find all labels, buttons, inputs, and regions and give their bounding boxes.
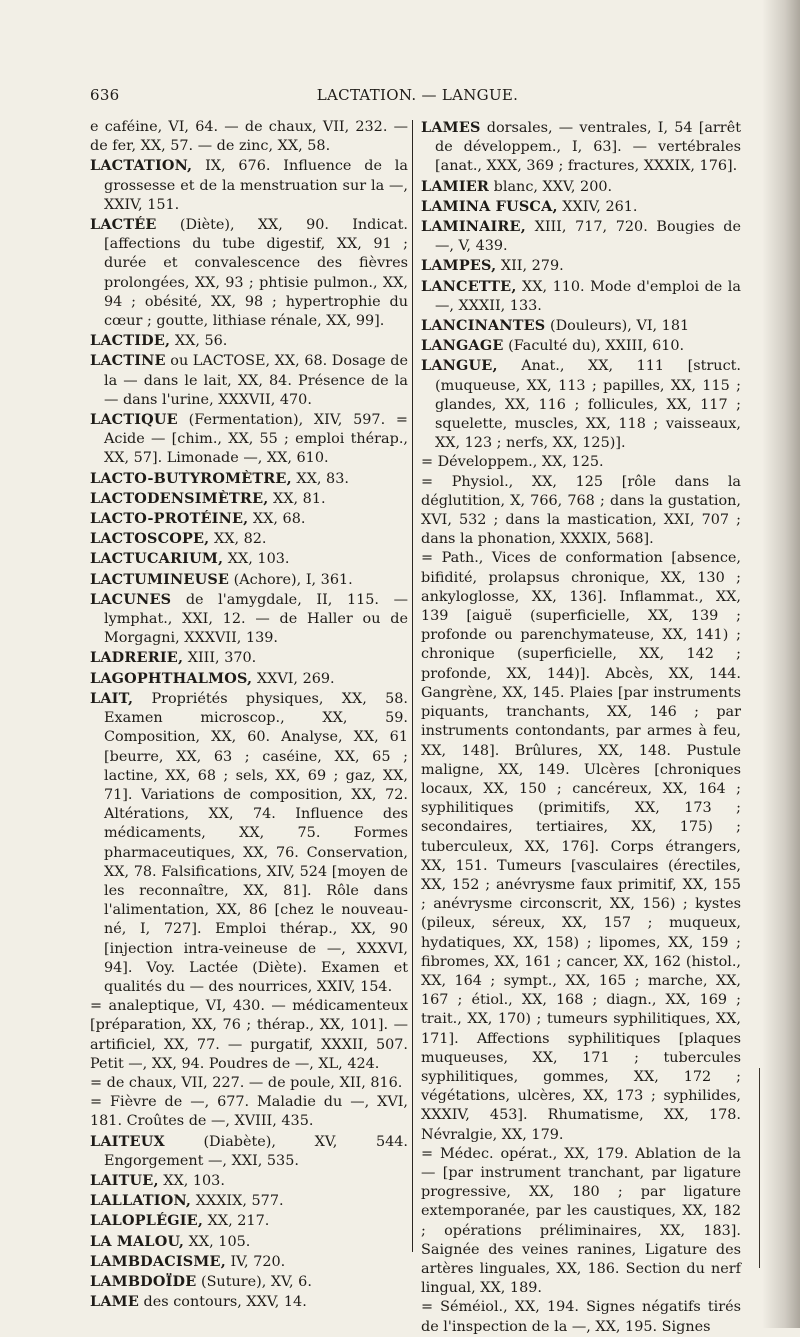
index-entry bbox=[90, 590, 408, 649]
entry-text: XII, 279. bbox=[496, 258, 564, 275]
margin-pencil-mark bbox=[759, 1068, 760, 1268]
entry-text: XX, 81. bbox=[268, 490, 326, 507]
entry-headword: LAGOPHTHALMOS, bbox=[90, 669, 253, 687]
index-entry bbox=[421, 356, 741, 453]
running-title: LACTATION. — LANGUE. bbox=[316, 86, 519, 104]
entry-headword: LACTO-BUTYROMÈTRE, bbox=[90, 469, 292, 487]
page-header bbox=[90, 86, 745, 112]
index-entry bbox=[90, 118, 408, 156]
entry-text: = Développem., XX, 125. bbox=[421, 454, 604, 471]
entry-text: = Physiol., XX, 125 [rôle dans la déglutition, X, 766, 768 ; dans la gustation, XVI, 532 ; dans la mastication, XXI, 707 ; dans la phonation, XXXIX, 568]. bbox=[421, 473, 741, 548]
index-entry bbox=[421, 549, 741, 1144]
entry-text: (Diète), XX, 90. Indicat. [affections du tube digestif, XX, 91 ; durée et convalescence des fièvres prolongées, XX, 93 ; phtisie pulmon., XX, 94 ; obésité, XX, 98 ; hypertrophie du cœur ; goutte, lithiase rénale, XX, 99]. bbox=[104, 217, 408, 330]
index-entry bbox=[90, 1232, 408, 1252]
index-entry bbox=[90, 1074, 408, 1093]
entry-headword: LAITUE, bbox=[90, 1171, 159, 1189]
entry-headword: LACTIDE, bbox=[90, 332, 171, 350]
entry-headword: LA MALOU, bbox=[90, 1232, 185, 1250]
index-entry bbox=[90, 549, 408, 569]
entry-text: = Fièvre de —, 677. Maladie du —, XVI, 181. Croûtes de —, XVIII, 435. bbox=[90, 1094, 408, 1130]
entry-headword: LACTOSCOPE, bbox=[90, 530, 210, 548]
index-entry bbox=[421, 197, 741, 217]
index-entry bbox=[421, 336, 741, 356]
entry-text: XXVI, 269. bbox=[252, 670, 335, 687]
entry-headword: LAMES bbox=[421, 119, 481, 136]
entry-headword: LACTUMINEUSE bbox=[90, 570, 230, 588]
index-entry bbox=[90, 469, 408, 489]
index-entry bbox=[90, 489, 408, 509]
index-entry bbox=[90, 410, 408, 469]
index-entry bbox=[421, 277, 741, 316]
entry-text: e caféine, VI, 64. — de chaux, VII, 232. — de fer, XX, 57. — de zinc, XX, 58. bbox=[90, 119, 408, 155]
index-entry bbox=[90, 351, 408, 410]
index-entry bbox=[90, 1132, 408, 1171]
entry-text: XX, 83. bbox=[291, 470, 349, 487]
entry-headword: LANGAGE bbox=[421, 337, 504, 355]
entry-text: (Fermentation), XIV, 597. = Acide — [chim., XX, 55 ; emploi thérap., XX, 57]. Limonade —, XX, 610. bbox=[104, 412, 408, 467]
entry-text: = de chaux, VII, 227. — de poule, XII, 816. bbox=[90, 1074, 403, 1091]
entry-headword: LACTATION, bbox=[90, 157, 193, 175]
index-entry bbox=[90, 1093, 408, 1131]
entry-text: = Path., Vices de conformation [absence, bifidité, prolapsus chronique, XX, 130 ; ankyloglosse, XX, 136]. Inflammat., XX, 139 [aiguë (superficielle, XX, 139 ; profonde ou parenchymateuse, XX, 141) ; chronique (superficielle, XX, 142 ; profonde, XX, 144)]. Abcès, XX, 144. Gangrène, XX, 145. Plaies [par instruments piquants, tranchants, XX, 146 ; par instruments contondants, par armes à feu, XX, 148]. Brûlures, XX, 148. Pustule maligne, XX, 149. Ulcères [chroniques locaux, XX, 150 ; cancéreux, XX, 164 ; syphilitiques (primitifs, XX, 173 ; secondaires, tertiaires, XX, 175) ; tuberculeux, XX, 176]. Corps étrangers, XX, 151. Tumeurs [vasculaires (érectiles, XX, 152 ; anévrysme faux primitif, XX, 155 ; anévrysme circonscrit, XX, 156) ; kystes (pileux, séreux, XX, 157 ; muqueux, hydatiques, XX, 158) ; lipomes, XX, 159 ; fibromes, XX, 161 ; cancer, XX, 162 (histol., XX, 164 ; sympt., XX, 165 ; marche, XX, 167 ; étiol., XX, 168 ; diagn., XX, 169 ; trait., XX, 170) ; tumeurs syphilitiques, XX, 171]. Affections syphilitiques [plaques muqueuses, XX, 171 ; tubercules syphilitiques, gommes, XX, 172 ; végétations, ulcères, XX, 173 ; syphilides, XXXIV, 453]. Rhumatisme, XX, 178. Névralgie, XX, 179. bbox=[421, 550, 741, 1143]
index-entry bbox=[90, 689, 408, 997]
entry-headword: LAME bbox=[90, 1293, 139, 1311]
entry-text: XX, 103. bbox=[158, 1172, 225, 1189]
entry-text: XIII, 717, 720. Bougies de —, V, 439. bbox=[435, 219, 741, 255]
entry-headword: LAMBDOÏDE bbox=[90, 1272, 197, 1290]
entry-text: (Diabète), XV, 544. Engorgement —, XXI, 535. bbox=[104, 1133, 408, 1169]
entry-text: = Médec. opérat., XX, 179. Ablation de la — [par instrument tranchant, par ligature progressive, XX, 180 ; par ligature extemporanée, par les caustiques, XX, 182 ; opérations préliminaires, XX, 183]. Saignée des veines ranines, Ligature des artères linguales, XX, 186. Section du nerf lingual, XX, 189. bbox=[421, 1145, 741, 1297]
index-entry bbox=[90, 331, 408, 351]
entry-text: XXIV, 261. bbox=[557, 198, 638, 215]
entry-headword: LAMPES, bbox=[421, 257, 497, 275]
entry-headword: LAMINA FUSCA, bbox=[421, 197, 558, 215]
entry-text: = analeptique, VI, 430. — médicamenteux [préparation, XX, 76 ; thérap., XX, 101]. — artificiel, XX, 77. — purgatif, XXXII, 507. Petit —, XX, 94. Poudres de —, XL, 424. bbox=[90, 998, 408, 1072]
entry-text: de l'amygdale, II, 115. — lymphat., XXI, 12. — de Haller ou de Morgagni, XXXVII, 139. bbox=[104, 591, 408, 647]
index-entry bbox=[90, 1272, 408, 1292]
left-column bbox=[90, 118, 408, 1312]
entry-headword: LAMIER bbox=[421, 177, 490, 195]
entry-text: XX, 217. bbox=[203, 1213, 270, 1230]
entry-headword: LACTODENSIMÈTRE, bbox=[90, 489, 269, 507]
entry-headword: LANCINANTES bbox=[421, 317, 546, 335]
entry-text: (Suture), XV, 6. bbox=[196, 1273, 312, 1290]
entry-headword: LACTUCARIUM, bbox=[90, 550, 224, 568]
entry-text: (Douleurs), VI, 181 bbox=[545, 318, 690, 335]
entry-text: XX, 110. Mode d'emploi de la —, XXXII, 133. bbox=[435, 278, 741, 314]
entry-headword: LAIT, bbox=[90, 689, 134, 707]
entry-headword: LACTINE bbox=[90, 352, 166, 370]
entry-text: XX, 68. bbox=[248, 511, 306, 528]
index-entry bbox=[90, 156, 408, 215]
index-entry bbox=[421, 177, 741, 197]
entry-text: Propriétés physiques, XX, 58. Examen microscop., XX, 59. Composition, XX, 60. Analyse, XX, 61 [beurre, XX, 63 ; caséine, XX, 65 ; lactine, XX, 68 ; sels, XX, 69 ; gaz, XX, 71]. Variations de composition, XX, 72. Altérations, XX, 74. Influence des médicaments, XX, 75. Formes pharmaceutiques, XX, 76. Conservation, XX, 78. Falsifications, XIV, 524 [moyen de les reconnaître, XX, 81]. Rôle dans l'alimentation, XX, 86 [chez le nouveau-né, I, 727]. Emploi thérap., XX, 90 [injection intra-veineuse de —, XXXVI, 94]. Voy. Lactée (Diète). Examen et qualités du — des nourrices, XXIV, 154. bbox=[104, 690, 408, 995]
index-entry bbox=[421, 453, 741, 472]
entry-text: Anat., XX, 111 [struct. (muqueuse, XX, 113 ; papilles, XX, 115 ; glandes, XX, 116 ; follicules, XX, 117 ; squelette, muscles, XX, 118 ; vaisseaux, XX, 123 ; nerfs, XX, 125)]. bbox=[435, 358, 741, 452]
index-entry bbox=[90, 1292, 408, 1312]
entry-headword: LACTIQUE bbox=[90, 411, 178, 429]
entry-text: dorsales, — ventrales, I, 54 [arrêt de développem., I, 63]. — vertébrales [anat., XXX, 369 ; fractures, XXXIX, 176]. bbox=[435, 120, 741, 175]
index-entry bbox=[90, 1211, 408, 1231]
index-entry bbox=[421, 1145, 741, 1299]
entry-text: blanc, XXV, 200. bbox=[489, 178, 613, 195]
entry-headword: LACUNES bbox=[90, 590, 172, 608]
index-entry bbox=[421, 316, 741, 336]
index-entry bbox=[90, 215, 408, 331]
entry-text: XX, 103. bbox=[223, 551, 290, 568]
entry-text: (Faculté du), XXIII, 610. bbox=[503, 338, 685, 355]
entry-headword: LADRERIE, bbox=[90, 649, 184, 667]
column-divider bbox=[412, 120, 413, 1252]
entry-text: XX, 56. bbox=[170, 333, 228, 350]
entry-text: ou LACTOSE, XX, 68. Dosage de la — dans le lait, XX, 84. Présence de la — dans l'urine, XXXVII, 470. bbox=[104, 353, 408, 408]
entry-text: IX, 676. Influence de la grossesse et de la menstruation sur la —, XXIV, 151. bbox=[104, 158, 408, 213]
index-entry bbox=[90, 669, 408, 689]
index-entry bbox=[90, 509, 408, 529]
entry-headword: LAITEUX bbox=[90, 1132, 165, 1150]
entry-headword: LANCETTE, bbox=[421, 277, 517, 295]
index-entry bbox=[90, 648, 408, 668]
entry-text: IV, 720. bbox=[225, 1253, 286, 1270]
entry-text: = Séméiol., XX, 194. Signes négatifs tirés de l'inspection de la —, XX, 195. Signes bbox=[421, 1299, 741, 1335]
entry-text: XXXIX, 577. bbox=[191, 1193, 284, 1210]
entry-text: des contours, XXV, 14. bbox=[138, 1294, 307, 1311]
entry-headword: LANGUE, bbox=[421, 357, 498, 375]
index-entry bbox=[421, 1298, 741, 1336]
index-entry bbox=[421, 473, 741, 550]
right-column bbox=[421, 118, 741, 1337]
entry-text: (Achore), I, 361. bbox=[229, 571, 353, 588]
entry-headword: LACTO-PROTÉINE, bbox=[90, 510, 249, 528]
index-entry bbox=[90, 1171, 408, 1191]
index-entry bbox=[90, 1191, 408, 1211]
index-entry bbox=[421, 217, 741, 256]
entry-text: XX, 82. bbox=[209, 531, 267, 548]
page-edge-shadow bbox=[762, 0, 800, 1328]
entry-headword: LALOPLÉGIE, bbox=[90, 1212, 204, 1230]
index-entry bbox=[421, 256, 741, 276]
index-entry bbox=[90, 997, 408, 1074]
entry-text: XX, 105. bbox=[184, 1233, 251, 1250]
index-entry bbox=[90, 1252, 408, 1272]
index-entry bbox=[90, 570, 408, 590]
entry-headword: LAMBDACISME, bbox=[90, 1252, 226, 1270]
index-entry bbox=[421, 118, 741, 177]
entry-headword: LALLATION, bbox=[90, 1192, 192, 1210]
page-number: 636 bbox=[90, 86, 120, 104]
entry-text: XIII, 370. bbox=[183, 650, 257, 667]
entry-headword: LAMINAIRE, bbox=[421, 218, 526, 236]
index-entry bbox=[90, 529, 408, 549]
entry-headword: LACTÉE bbox=[90, 216, 157, 234]
